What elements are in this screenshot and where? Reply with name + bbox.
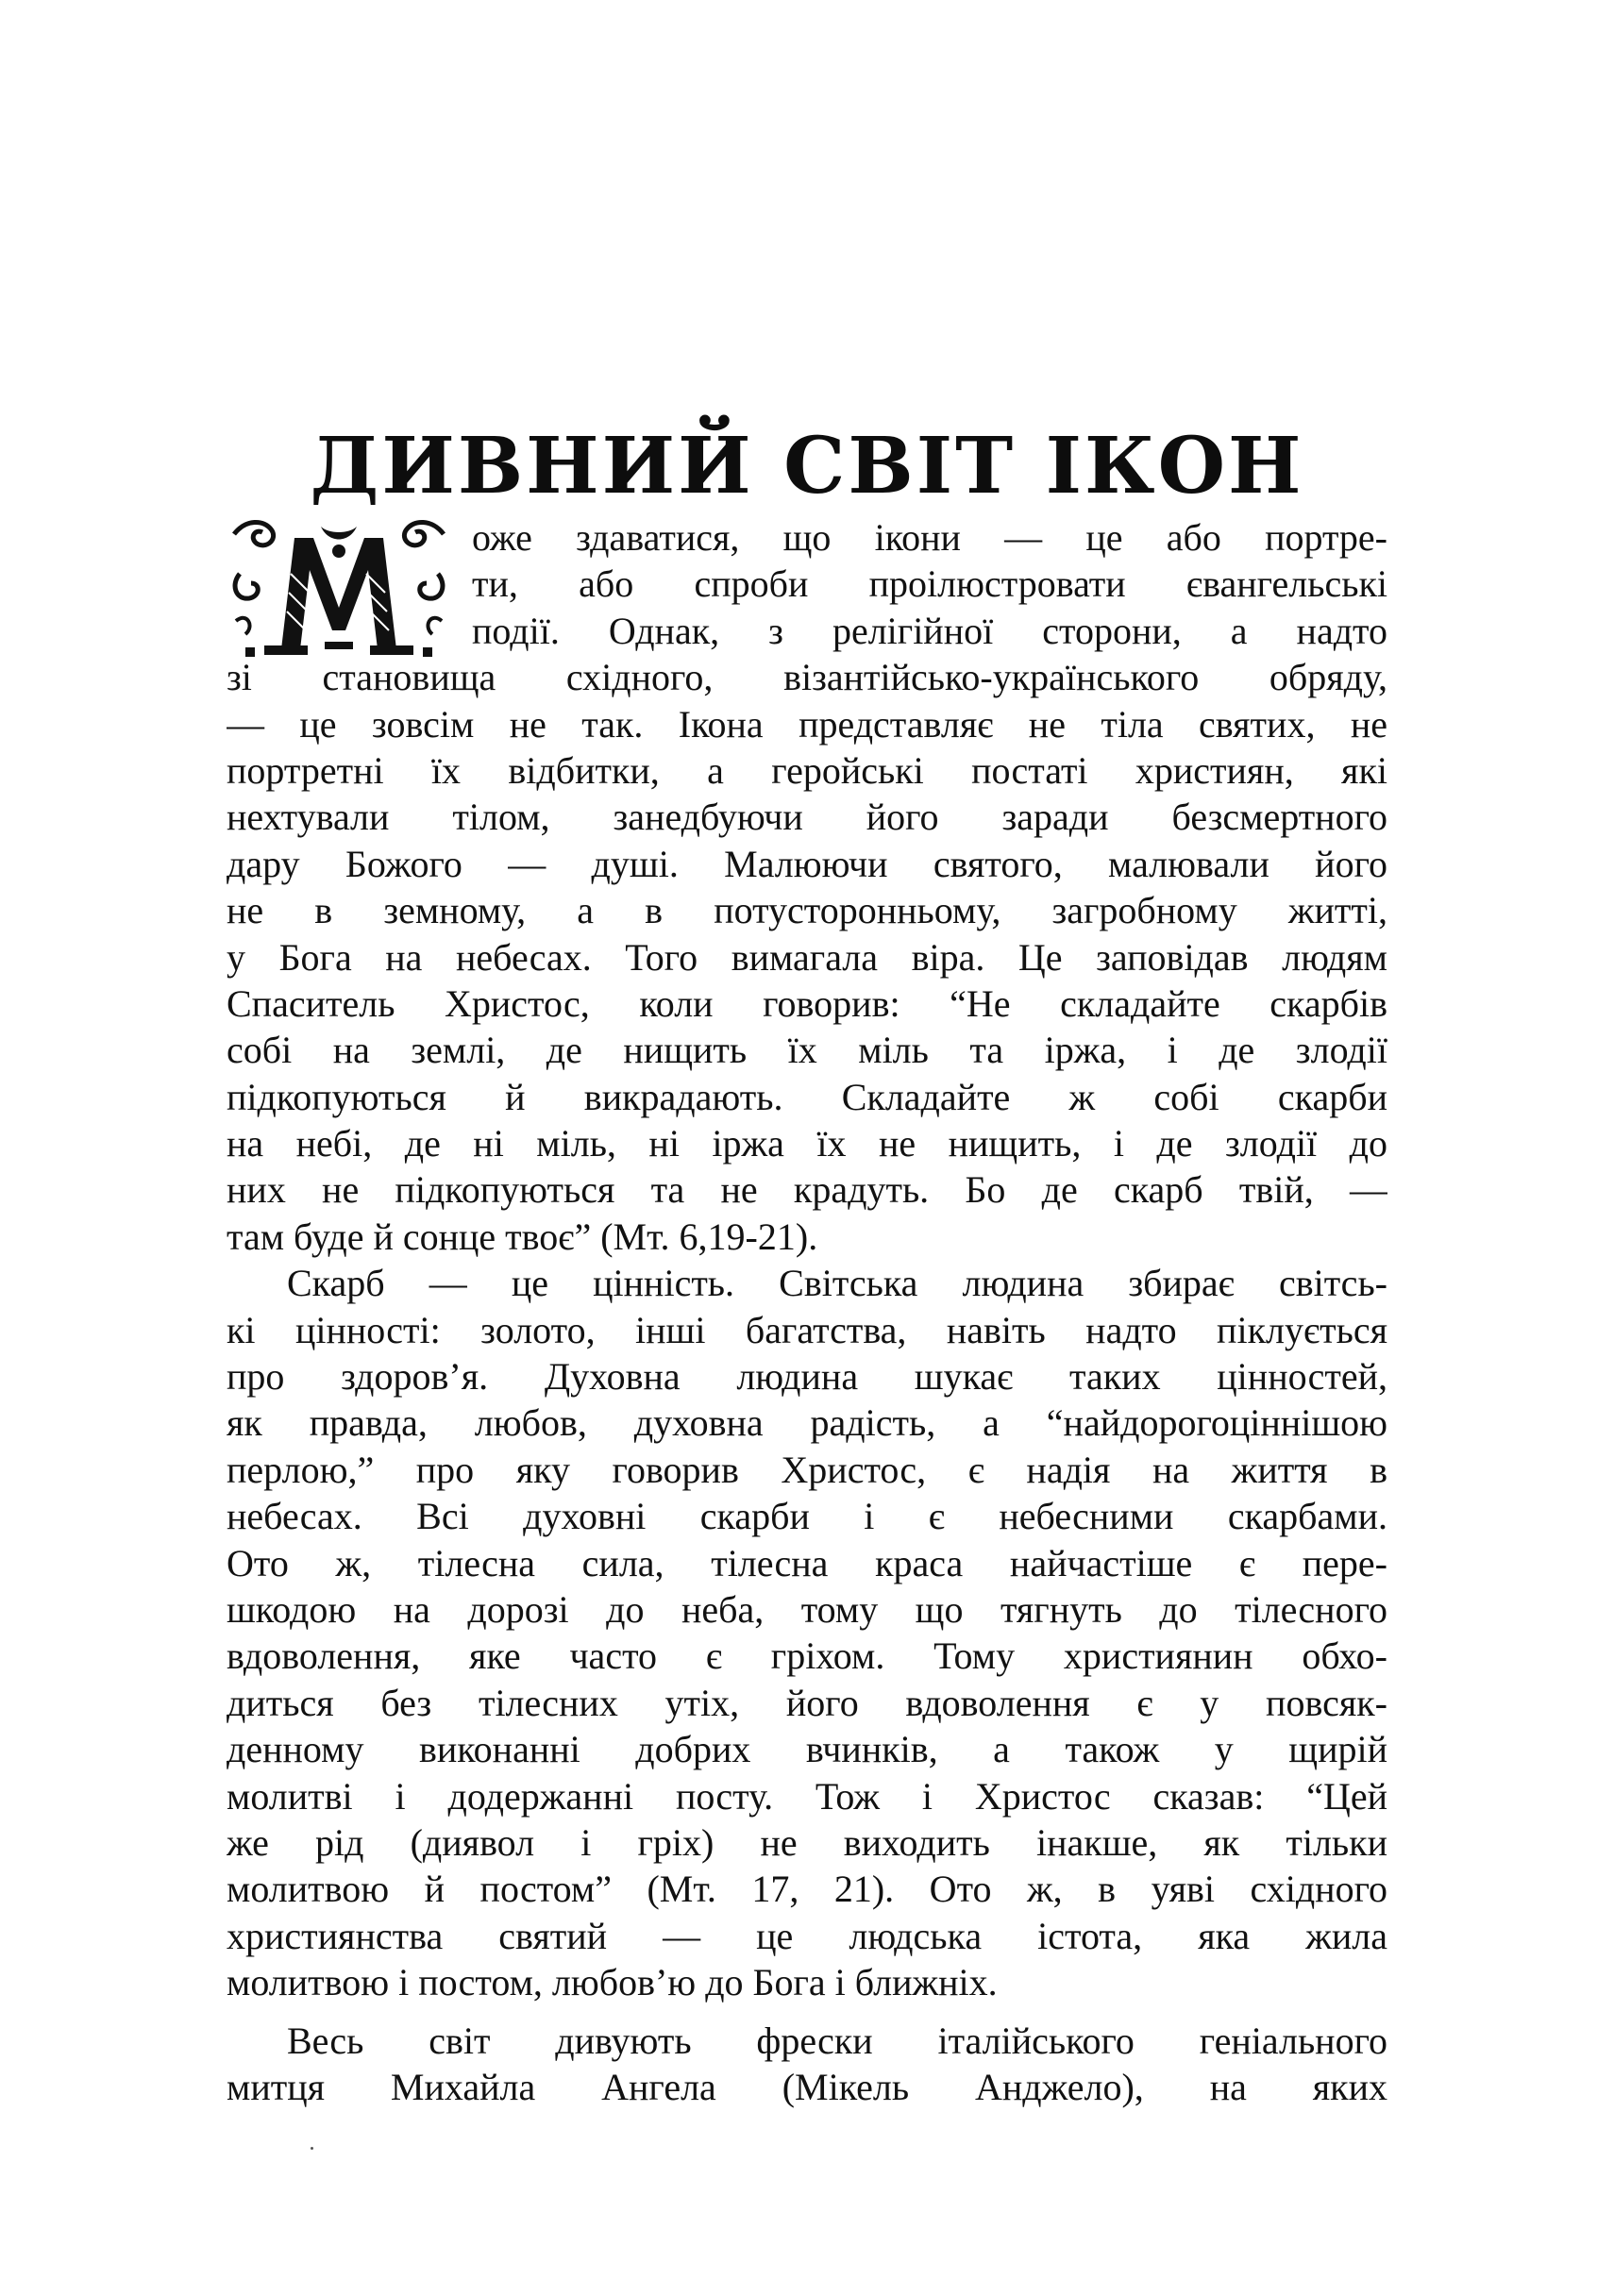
paragraph: [227, 2018, 1387, 2111]
paragraph: [227, 514, 1387, 1260]
text-line: Ото ж, тілесна сила, тілесна краса найчастіше є пере-: [227, 1541, 1387, 1584]
text-line: Весь світ дивують фрески італійського геніального: [287, 2019, 1387, 2062]
text-line: як правда, любов, духовна радість, а “найдорогоціннішою: [227, 1401, 1387, 1445]
text-line: диться без тілесних утіх, його вдоволення є у повсяк-: [227, 1681, 1387, 1724]
text-line: дару Божого — душі. Малюючи святого, малювали його: [227, 842, 1387, 885]
text-line: про здоров’я. Духовна людина шукає таких цінностей,: [227, 1355, 1387, 1399]
text-line: молитві і додержанні посту. Тож і Христос сказав: “Цей: [227, 1774, 1387, 1818]
text-line: молитвою й постом” (Мт. 17, 21). Ото ж, в уяві східного: [227, 1868, 1387, 1911]
text-line: кі цінності: золото, інші багатства, навіть надто піклується: [227, 1308, 1387, 1351]
print-speck: [311, 2147, 313, 2150]
text-line: небесах. Всі духовні скарби і є небесними скарбами.: [227, 1495, 1387, 1538]
text-line: не в земному, а в потусторонньому, загробному житті,: [227, 889, 1387, 932]
text-line: оже здаватися, що ікони — це або портре-: [472, 516, 1387, 559]
text-line: перлою,” про яку говорив Христос, є надія на життя в: [227, 1448, 1387, 1491]
page-title: ДИВНИЙ СВІТ ІКОН: [310, 420, 1304, 511]
text-line: підкопуються й викрадають. Складайте ж собі скарби: [227, 1075, 1387, 1118]
text-line: на небі, де ні міль, ні іржа їх не нищить, і де злодії до: [227, 1122, 1387, 1165]
paragraph: [227, 1260, 1387, 2005]
paragraph-spacer: [227, 2006, 1387, 2018]
text-line: Скарб — це цінність. Світська людина збирає світсь-: [287, 1262, 1387, 1305]
text-line: них не підкопуються та не крадуть. Бо де скарб твій, —: [227, 1168, 1387, 1212]
text-line: вдоволення, яке часто є гріхом. Тому християнин обхо-: [227, 1634, 1387, 1678]
text-line: ти, або спроби проілюстровати євангельські: [472, 562, 1387, 606]
text-line: же рід (диявол і гріх) не виходить інакше, як тільки: [227, 1820, 1387, 1864]
text-line: у Бога на небесах. Того вимагала віра. Це заповідав людям: [227, 935, 1387, 979]
text-line: зі становища східного, візантійсько-українського обряду,: [227, 656, 1387, 699]
text-line: шкодою на дорозі до неба, тому що тягнуть до тілесного: [227, 1587, 1387, 1631]
body-text: [227, 514, 1387, 2110]
text-line: нехтували тілом, занедбуючи його заради безсмертного: [227, 796, 1387, 839]
text-line: там буде й сонце твоє” (Мт. 6,19-21).: [227, 1215, 818, 1258]
text-line: митця Михайла Ангела (Мікель Анджело), на яких: [227, 2065, 1387, 2108]
text-line: Спаситель Христос, коли говорив: “Не складайте скарбів: [227, 981, 1387, 1025]
text-line: події. Однак, з релігійної сторони, а надто: [472, 609, 1387, 652]
text-line: денному виконанні добрих вчинків, а також у щирій: [227, 1728, 1387, 1771]
text-line: — це зовсім не так. Ікона представляє не тіла святих, не: [227, 702, 1387, 746]
text-line: портретні їх відбитки, а геройські постаті християн, які: [227, 748, 1387, 792]
text-line: молитвою і постом, любов’ю до Бога і ближніх.: [227, 1961, 998, 2004]
text-line: християнства святий — це людська істота, яка жила: [227, 1914, 1387, 1957]
text-line: собі на землі, де нищить їх міль та іржа, і де злодії: [227, 1029, 1387, 1072]
